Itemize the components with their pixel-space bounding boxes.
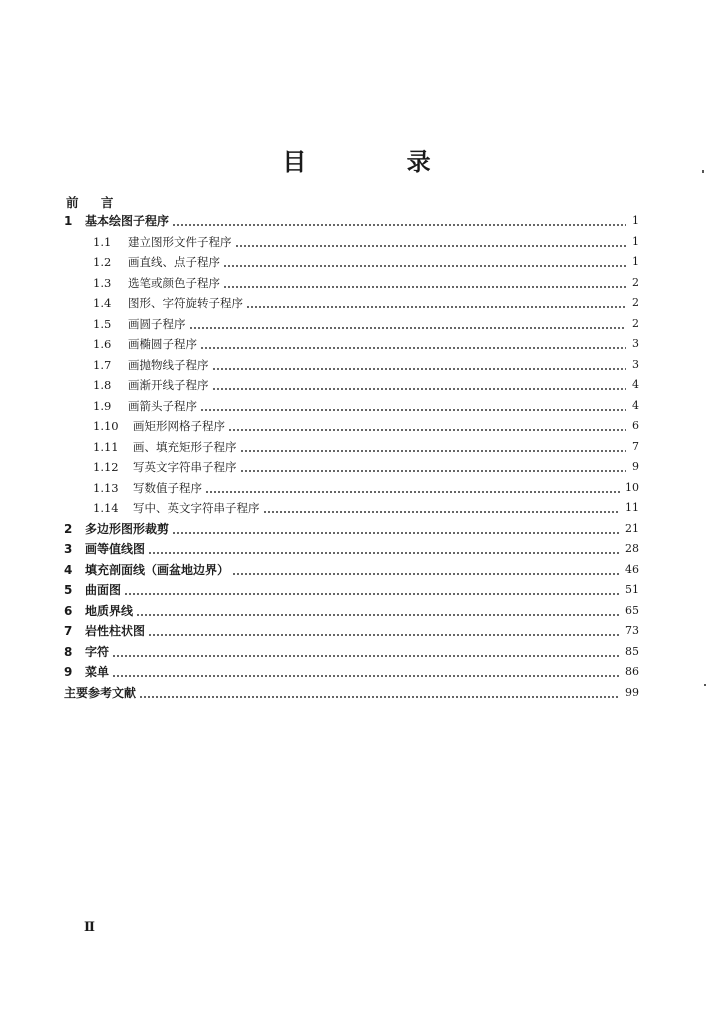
toc-entry-number: 1.2 — [93, 255, 112, 269]
toc-chapter-entry — [64, 681, 639, 701]
toc-entry-title: 地质界线 — [85, 604, 134, 618]
toc-entry-page-number: 85 — [625, 645, 639, 658]
toc-entry-title: 曲面图 — [85, 583, 122, 597]
dot-leader — [200, 347, 626, 349]
toc-entry-number: 1.5 — [93, 317, 112, 331]
dot-leader — [139, 696, 620, 698]
toc-entry-title: 画箭头子程序 — [128, 399, 197, 413]
toc-entry-number: 8 — [64, 645, 73, 659]
dot-leader — [124, 593, 620, 595]
dot-leader — [240, 470, 627, 472]
toc-entry-number: 4 — [64, 563, 73, 577]
toc-chapter-entry — [64, 640, 639, 660]
toc-entry-title: 画矩形网格子程序 — [133, 419, 225, 433]
toc-entry-title: 选笔或颜色子程序 — [128, 276, 220, 290]
toc-entry-page-number: 21 — [625, 522, 639, 535]
dot-leader — [235, 245, 627, 247]
toc-entry-title: 写中、英文字符串子程序 — [133, 501, 260, 515]
toc-entry-number: 1.14 — [93, 501, 119, 515]
toc-chapter-entry — [64, 619, 639, 639]
dot-leader — [112, 655, 620, 657]
toc-entry-title: 画等值线图 — [85, 542, 146, 556]
toc-entry-title: 画圆子程序 — [128, 317, 186, 331]
dot-leader — [172, 224, 626, 226]
toc-chapter-entry — [64, 517, 639, 537]
toc-section-entry — [93, 271, 639, 291]
toc-entry-page-number: 4 — [632, 378, 639, 391]
toc-section-entry — [93, 230, 639, 250]
toc-section-entry — [93, 476, 639, 496]
dot-leader — [172, 532, 620, 534]
toc-entry-number: 9 — [64, 665, 73, 679]
toc-entry-number: 1.11 — [93, 440, 119, 454]
toc-entry-number: 1 — [64, 214, 73, 228]
dot-leader — [223, 286, 626, 288]
toc-entry-page-number: 1 — [632, 255, 639, 268]
toc-entry-page-number: 10 — [625, 481, 639, 494]
toc-entry-title: 画椭圆子程序 — [128, 337, 197, 351]
toc-chapter-entry — [64, 209, 639, 229]
toc-entry-page-number: 1 — [632, 214, 639, 227]
toc-entry-number: 3 — [64, 542, 73, 556]
scan-speck — [704, 684, 706, 686]
toc-section-entry — [93, 291, 639, 311]
dot-leader — [240, 450, 627, 452]
dot-leader — [212, 388, 627, 390]
toc-chapter-entry — [64, 558, 639, 578]
dot-leader — [223, 265, 626, 267]
scan-speck — [702, 170, 704, 173]
toc-entry-page-number: 3 — [632, 337, 639, 350]
toc-entry-number: 2 — [64, 522, 73, 536]
toc-section-entry — [93, 496, 639, 516]
toc-chapter-entry — [64, 599, 639, 619]
toc-entry-number: 1.8 — [93, 378, 112, 392]
toc-entry-number: 7 — [64, 624, 73, 638]
toc-entry-page-number: 2 — [632, 317, 639, 330]
toc-section-entry — [93, 312, 639, 332]
toc-entry-title: 基本绘图子程序 — [85, 214, 170, 228]
dot-leader — [263, 511, 621, 513]
toc-entry-number: 1.9 — [93, 399, 112, 413]
toc-entry-title: 建立图形文件子程序 — [128, 235, 232, 249]
toc-entry-title: 填充剖面线（画盆地边界） — [85, 563, 230, 577]
toc-entry-title: 画直线、点子程序 — [128, 255, 220, 269]
toc-entry-page-number: 46 — [625, 563, 639, 576]
toc-entry-title: 字符 — [85, 645, 110, 659]
toc-entry-title: 岩性柱状图 — [85, 624, 146, 638]
toc-entry-page-number: 11 — [625, 501, 639, 514]
toc-entry-page-number: 4 — [632, 399, 639, 412]
toc-entry-page-number: 73 — [625, 624, 639, 637]
toc-section-entry — [93, 435, 639, 455]
dot-leader — [246, 306, 626, 308]
dot-leader — [212, 368, 627, 370]
dot-leader — [232, 573, 620, 575]
toc-entry-page-number: 51 — [625, 583, 639, 596]
dot-leader — [148, 552, 620, 554]
toc-entry-title: 菜单 — [85, 665, 110, 679]
toc-entry-title: 多边形图形裁剪 — [85, 522, 170, 536]
toc-entry-title: 主要参考文献 — [64, 686, 137, 700]
toc-entry-title: 画、填充矩形子程序 — [133, 440, 237, 454]
toc-entry-number: 1.13 — [93, 481, 119, 495]
dot-leader — [148, 634, 620, 636]
toc-entry-title: 画抛物线子程序 — [128, 358, 209, 372]
dot-leader — [228, 429, 626, 431]
page-folio: Ⅱ — [84, 920, 94, 935]
toc-entry-number: 5 — [64, 583, 73, 597]
toc-entry-title: 画渐开线子程序 — [128, 378, 209, 392]
toc-entry-number: 1.3 — [93, 276, 112, 290]
page-title: 目 录 — [282, 148, 477, 176]
toc-section-entry — [93, 332, 639, 352]
toc-section-entry — [93, 414, 639, 434]
toc-section-entry — [93, 250, 639, 270]
dot-leader — [205, 491, 620, 493]
toc-entry-page-number: 3 — [632, 358, 639, 371]
toc-entry-title: 写英文字符串子程序 — [133, 460, 237, 474]
dot-leader — [112, 675, 620, 677]
toc-entry-number: 1.10 — [93, 419, 119, 433]
toc-section-entry — [93, 373, 639, 393]
toc-chapter-entry — [64, 537, 639, 557]
toc-entry-page-number: 6 — [632, 419, 639, 432]
toc-entry-page-number: 99 — [625, 686, 639, 699]
toc-chapter-entry — [64, 578, 639, 598]
toc-entry-page-number: 9 — [632, 460, 639, 473]
dot-leader — [189, 327, 627, 329]
dot-leader — [200, 409, 626, 411]
toc-entry-page-number: 7 — [632, 440, 639, 453]
toc-section-entry — [93, 394, 639, 414]
toc-chapter-entry — [64, 660, 639, 680]
toc-entry-number: 1.7 — [93, 358, 112, 372]
toc-preface-heading: 前 言 — [66, 195, 123, 210]
toc-entry-page-number: 65 — [625, 604, 639, 617]
toc-entry-title: 写数值子程序 — [133, 481, 202, 495]
toc-entry-number: 1.4 — [93, 296, 112, 310]
toc-section-entry — [93, 353, 639, 373]
toc-entry-page-number: 28 — [625, 542, 639, 555]
toc-entry-page-number: 86 — [625, 665, 639, 678]
toc-entry-number: 1.6 — [93, 337, 112, 351]
toc-entry-page-number: 2 — [632, 296, 639, 309]
toc-entry-number: 6 — [64, 604, 73, 618]
toc-entry-title: 图形、字符旋转子程序 — [128, 296, 243, 310]
toc-entry-page-number: 1 — [632, 235, 639, 248]
toc-entry-number: 1.1 — [93, 235, 112, 249]
toc-entry-number: 1.12 — [93, 460, 119, 474]
toc-section-entry — [93, 455, 639, 475]
dot-leader — [136, 614, 620, 616]
toc-entry-page-number: 2 — [632, 276, 639, 289]
